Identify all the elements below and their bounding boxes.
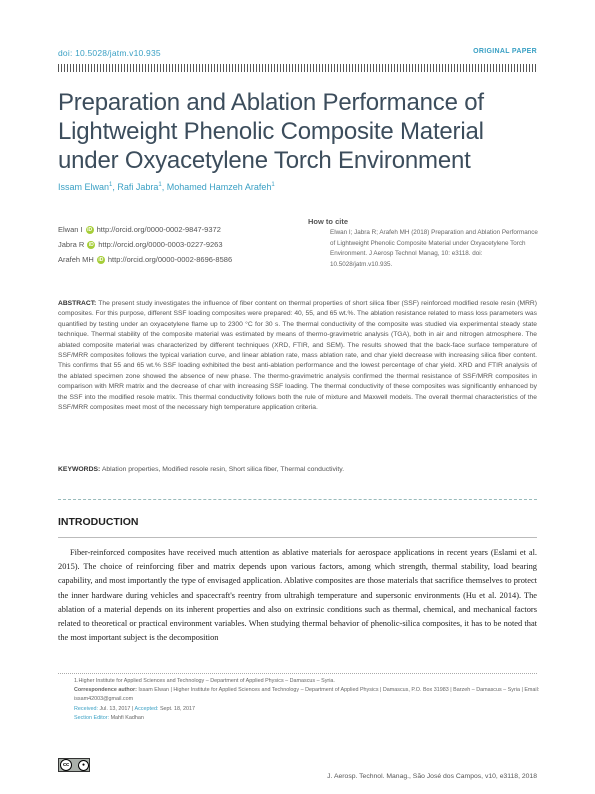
cc-icon: cc [60,759,72,771]
correspondence-note [74,686,542,704]
editor-label: Section Editor: [74,714,110,721]
orcid-row [58,237,232,252]
keywords [58,466,344,473]
orcid-author: Jabra R [58,240,85,249]
orcid-list [58,222,232,267]
orcid-author: Arafeh MH [58,255,94,264]
orcid-icon: iD [87,226,93,233]
by-attribution-icon: ● [78,760,89,771]
received-date: Jul. 13, 2017 [99,705,131,712]
author-affiliation: 1 [271,182,275,188]
orcid-row [58,252,232,267]
doi[interactable]: doi: 10.5028/jatm.v10.935 [58,48,161,58]
affiliation-note: 1.Higher Institute for Applied Sciences and Technology – Department of Applied Physics – Damascus – Syria. [74,678,335,684]
orcid-link[interactable]: http://orcid.org/0000-0002-9847-9372 [96,225,221,234]
orcid-link[interactable]: http://orcid.org/0000-0002-8696-8586 [107,255,233,264]
orcid-icon: iD [88,241,94,248]
journal-footer: J. Aerosp. Technol. Manag., São José dos Campos, v10, e3118, 2018 [327,773,537,780]
introduction-text: Fiber-reinforced composites have received much attention as ablative materials for aerospace applications in recent years (Eslami et al. 2015). The choice of reinforcing fiber and matrix depends upon various factors, among which strength, thermal stability, load bearing capability, and most importantly the type of envisaged application. Ablative composites are those materials that sacrifice themselves to protect the inner hardware during vehicles and spacecraft's reentry from ultrahigh temperature and supersonic environments (Hu et al. 2014). The ablation of a material depends on its inherent properties and also on extrinsic conditions such as thermal, chemical, and mechanical factors related to theoretical or practical environment variables. When studying thermal behavior of phenolic-silica composites, it has to be noted that the most important subject is the decomposition [58,548,537,643]
heading-underline [58,537,537,538]
correspondence-text: Issam Elwan | Higher Institute for Applied Sciences and Technology – Department of Applied Physics | Damascus, P.O. Box 31983 | Barzeh – Damascus – Syria | Email: issam42003@gmail.com [74,687,540,703]
abstract [58,299,537,413]
paper-type-label: ORIGINAL PAPER [473,48,537,55]
accepted-date: Sept. 18, 2017 [159,705,196,712]
orcid-icon: iD [98,256,104,263]
author-name: Issam Elwan [58,182,110,192]
how-to-cite-text: Elwan I; Jabra R; Arafeh MH (2018) Preparation and Ablation Performance of Lightweight Phenolic Composite Material under Oxyacetylene Torch Environment. J Aerosp Technol Manag, 10: e3118. doi: 10.5028/jatm.v10.935. [330,229,538,268]
introduction-heading: INTRODUCTION [58,516,139,528]
editor-note [74,714,542,723]
dates-note: Received: Jul. 13, 2017 | Accepted: Sept. 18, 2017 [74,705,196,712]
section-divider [58,499,537,500]
keywords-label: KEYWORDS: [58,466,101,473]
footnote-divider [58,673,537,674]
orcid-author: Elwan I [58,225,83,234]
author-affiliation: 1 [158,182,162,188]
accepted-label: Accepted: [134,705,159,712]
author-list: Issam Elwan$^1$, Rafi Jabra$^1$, Mohamed Hamzeh Arafeh$^1$ [58,182,275,192]
orcid-row [58,222,232,237]
author-affiliation: 1 [109,182,113,188]
correspondence-label: Correspondence author: [74,687,137,694]
how-to-cite-heading: How to cite [308,217,349,226]
footnotes [74,677,542,723]
paper-title: Preparation and Ablation Performance of Lightweight Phenolic Composite Material under Oxyacetylene Torch Environment [58,89,484,174]
received-label: Received: [74,705,98,712]
abstract-label: ABSTRACT: [58,300,97,307]
author-name: Rafi Jabra [117,182,159,192]
author-name: Mohamed Hamzeh Arafeh [166,182,272,192]
orcid-link[interactable]: http://orcid.org/0000-0003-0227-9263 [98,240,223,249]
editor-name: Mahfi Kadhan [110,714,144,721]
keywords-text: Ablation properties, Modified resole resin, Short silica fiber, Thermal conductivity. [101,466,345,473]
abstract-text: The present study investigates the influence of fiber content on thermal properties of short silica fiber (SSF) reinforced modified resole resin (MRR) composites. For this purpose, different SSF loading composites were prepared: 40, 55, and 65 wt.%. The ablation resistance related to mass loss parameters was quantified by testing under an oxyacetylene flame up to 2300 °C for 30 s. The thermal conductivity of the composite was studied via experimental steady state technique. Thermal stability of the composite material was estimated by means of thermo-gravimetric analysis (TGA), both in air and nitrogen atmosphere. The ablated composite material was characterized by different techniques (XRD, FTIR, and SEM). The results showed that the back-face surface temperature of SSF/MRR composites follows the typical variation curve, and linear ablation rate, mass ablation rate, and char yield decrease with increasing silica fiber content. This confirms that 55 and 65 wt.% SSF loading exhibited the best anti-ablation performance and the lowest percentage of char yield. XRD and FTIR analysis of the ablated specimen zone showed the absence of new phase. The thermo-gravimetric analysis confirmed the thermal resistance of SSF/MRR composites in comparison with MRR matrix and the decrease of char with increasing SSF loading. The thermal conductivity of these composites was significantly enhanced by the SSF into the modified resole matrix. This thermal conductivity follows both the rule of mixture and Maxwell models. The overall thermal characteristics of the SSF/MRR composites meet most of the necessary high temperature application criteria. [58,300,537,412]
cc-license-badge[interactable] [58,758,90,772]
header-stripe [58,64,537,72]
